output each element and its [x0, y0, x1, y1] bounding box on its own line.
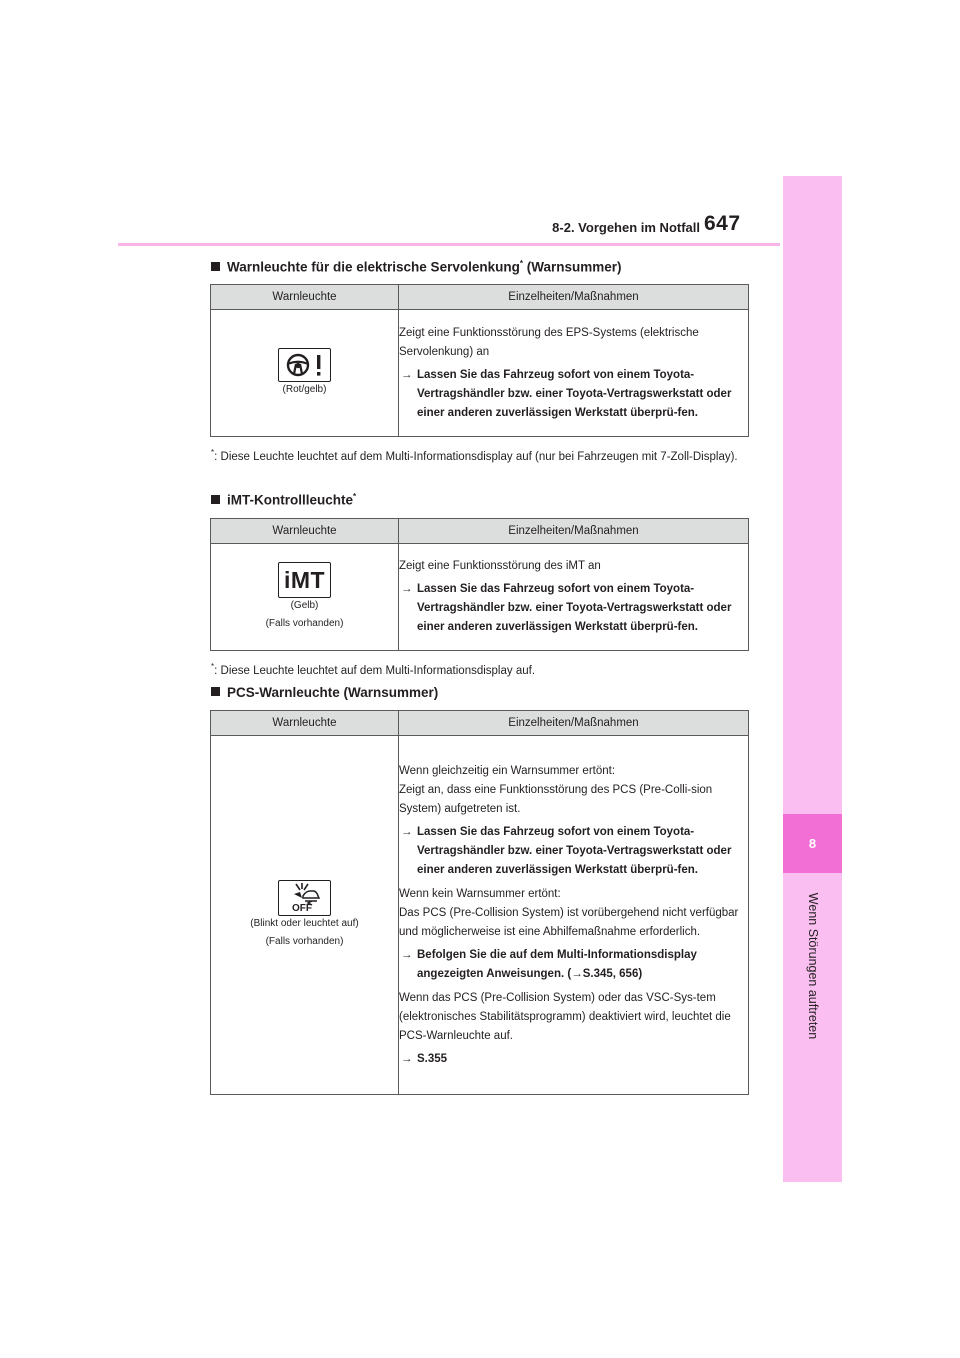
bullet-square-icon — [211, 262, 220, 271]
section-title-pcs: PCS-Warnleuchte (Warnsummer) — [211, 685, 438, 700]
column-header-details: Einzelheiten/Maßnahmen — [399, 711, 749, 736]
chapter-number-tab[interactable]: 8 — [783, 814, 842, 873]
warning-table-eps — [210, 284, 749, 437]
icon-cell — [211, 310, 399, 437]
warning-table-imt — [210, 518, 749, 651]
arrow-icon: → — [401, 948, 413, 961]
detail-text: Zeigt an, dass eine Funktionsstörung des PCS (Pre-Colli-sion System) aufgetreten ist. — [399, 783, 713, 815]
action-text — [399, 1050, 748, 1069]
pcs-off-icon: OFF — [278, 880, 331, 916]
icon-color-caption: (Gelb) — [290, 600, 319, 611]
action-text: → Lassen Sie das Fahrzeug sofort von einem Toyota-Vertragshändler bzw. einer Toyota-Vertragswerkstatt oder einer anderen zuverlässigen Werkstatt überprü-fen. — [399, 366, 748, 423]
details-cell — [399, 736, 749, 1095]
icon-cell — [211, 736, 399, 1095]
icon-color-caption: (Blinkt oder leuchtet auf) — [250, 918, 359, 929]
bullet-square-icon — [211, 687, 220, 696]
icon-availability-caption: (Falls vorhanden) — [265, 618, 344, 629]
detail-condition: Wenn gleichzeitig ein Warnsummer ertönt: — [399, 764, 616, 777]
action-text: → Befolgen Sie die auf dem Multi-Informationsdisplay angezeigten Anweisungen. (→S.345, 656) — [399, 946, 748, 984]
page-reference-link[interactable]: S.345, 656) — [582, 967, 643, 980]
column-header-light: Warnleuchte — [211, 519, 399, 544]
action-text: → Lassen Sie das Fahrzeug sofort von einem Toyota-Vertragshändler bzw. einer Toyota-Vertragswerkstatt oder einer anderen zuverlässigen Werkstatt überprü-fen. — [399, 823, 748, 880]
details-cell — [399, 310, 749, 437]
arrow-icon: → — [401, 583, 413, 595]
arrow-icon: → — [401, 368, 413, 381]
section-title-imt: iMT-Kontrollleuchte* — [211, 492, 356, 508]
bullet-square-icon — [211, 495, 220, 504]
arrow-icon: → — [401, 1052, 413, 1065]
icon-color-caption: (Rot/gelb) — [282, 384, 327, 395]
section-label: 8-2. Vorgehen im Notfall — [552, 220, 700, 235]
icon-availability-caption: (Falls vorhanden) — [265, 936, 344, 947]
section-title-eps: Warnleuchte für die elektrische Servolenkung* (Warnsummer) — [211, 259, 621, 275]
column-header-light: Warnleuchte — [211, 711, 399, 736]
page-number: 647 — [704, 212, 741, 235]
column-header-light: Warnleuchte — [211, 285, 399, 310]
imt-icon: iMT — [278, 562, 331, 598]
header-divider — [118, 243, 780, 246]
detail-text: Das PCS (Pre-Collision System) ist vorübergehend nicht verfügbar und möglicherweise ist eine Abhilfemaßnahme erforderlich. — [399, 906, 739, 938]
icon-cell — [211, 544, 399, 651]
page-reference-link[interactable]: S.355 — [417, 1052, 448, 1065]
arrow-icon: → — [571, 967, 583, 980]
chapter-title: Wenn Störungen auftreten — [805, 892, 820, 1039]
action-text: → Lassen Sie das Fahrzeug sofort von einem Toyota-Vertragshändler bzw. einer Toyota-Vertragswerkstatt oder einer anderen zuverlässigen Werkstatt überprü-fen. — [399, 580, 748, 637]
steering-exclamation-icon — [278, 348, 331, 382]
column-header-details: Einzelheiten/Maßnahmen — [399, 519, 749, 544]
detail-condition: Wenn kein Warnsummer ertönt: — [399, 887, 561, 900]
details-cell — [399, 544, 749, 651]
warning-table-pcs — [210, 710, 749, 1095]
detail-text: Zeigt eine Funktionsstörung des iMT an — [399, 560, 601, 572]
chapter-title-tab[interactable] — [783, 883, 842, 1048]
arrow-icon: → — [401, 825, 413, 838]
detail-text: Zeigt eine Funktionsstörung des EPS-Systems (elektrische Servolenkung) an — [399, 326, 699, 358]
column-header-details: Einzelheiten/Maßnahmen — [399, 285, 749, 310]
footnote-imt: *: Diese Leuchte leuchtet auf dem Multi-Informationsdisplay auf. — [211, 662, 536, 677]
detail-text: Wenn das PCS (Pre-Collision System) oder das VSC-Sys-tem (elektronisches Stabilitätsprogramm) deaktiviert wird, leuchtet die PCS-Warnleuchte auf. — [399, 991, 731, 1042]
footnote-eps: *: Diese Leuchte leuchtet auf dem Multi-Informationsdisplay auf (nur bei Fahrzeugen mit 7-Zoll-Display). — [211, 448, 738, 463]
